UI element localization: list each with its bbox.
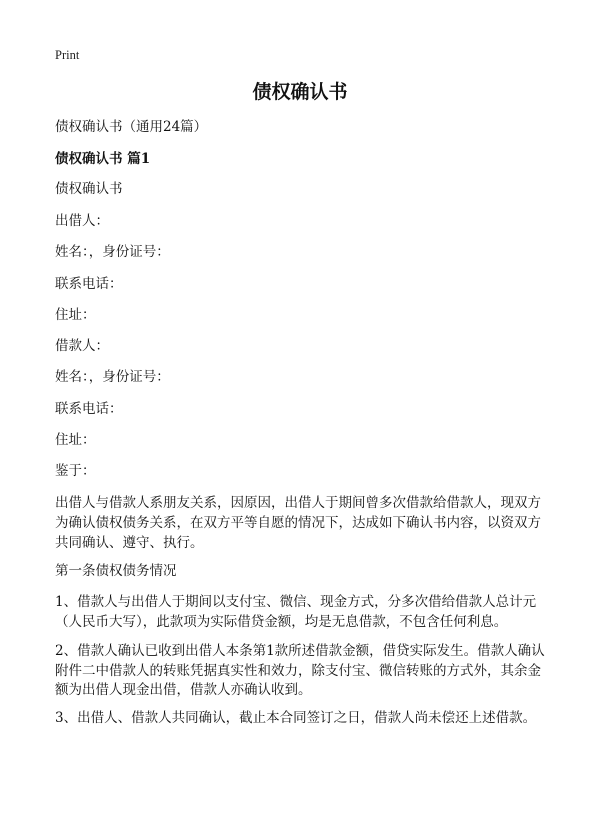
lender-address: 住址： <box>55 307 96 323</box>
borrower-name-id: 姓名：，身份证号： <box>55 369 170 385</box>
lender-label: 出借人： <box>55 213 109 229</box>
article-1-item-3 <box>55 709 536 729</box>
paragraph-line: 出借人与借款人系朋友关系，因原因，出借人于期间曾多次借款给借款人，现双方 <box>55 495 541 511</box>
article-1-item-1 <box>55 593 536 632</box>
borrower-label: 借款人： <box>55 338 109 354</box>
borrower-phone: 联系电话： <box>55 401 123 417</box>
lender-name-id: 姓名：，身份证号： <box>55 244 170 260</box>
paragraph-line: 3、出借人、借款人共同确认，截止本合同签订之日，借款人尚未偿还上述借款。 <box>55 710 537 726</box>
paragraph-line: 2、借款人确认已收到出借人本条第1款所述借款金额，借贷实际发生。借款人确认 <box>55 643 545 659</box>
doc-title: 债权确认书 <box>55 181 123 197</box>
article-1-item-2 <box>55 642 545 701</box>
borrower-address: 住址： <box>55 432 96 448</box>
whereas-label: 鉴于： <box>55 463 96 479</box>
paragraph-line: 附件二中借款人的转账凭据真实性和效力，除支付宝、微信转账的方式外，其余金 <box>55 662 541 679</box>
lender-phone: 联系电话： <box>55 276 123 292</box>
section-heading: 债权确认书 篇1 <box>55 151 151 167</box>
article-1-heading: 第一条债权债务情况 <box>55 563 177 579</box>
recital-paragraph <box>55 493 541 553</box>
paragraph-line: 额为出借人现金出借，借款人亦确认收到。 <box>55 682 312 698</box>
page-title: 债权确认书 <box>252 81 348 103</box>
print-link[interactable]: Print <box>55 48 80 62</box>
paragraph-line: 共同确认、遵守、执行。 <box>55 535 204 551</box>
paragraph-line: 1、借款人与出借人于期间以支付宝、微信、现金方式，分多次借给借款人总计元 <box>55 594 537 610</box>
paragraph-line: 为确认债权债务关系，在双方平等自愿的情况下，达成如下确认书内容，以资双方 <box>55 515 541 531</box>
paragraph-line: （人民币大写），此款项为实际借贷金额，均是无息借款，不包含任何利息。 <box>55 613 508 630</box>
document-subtitle: 债权确认书（通用24篇） <box>55 119 208 135</box>
